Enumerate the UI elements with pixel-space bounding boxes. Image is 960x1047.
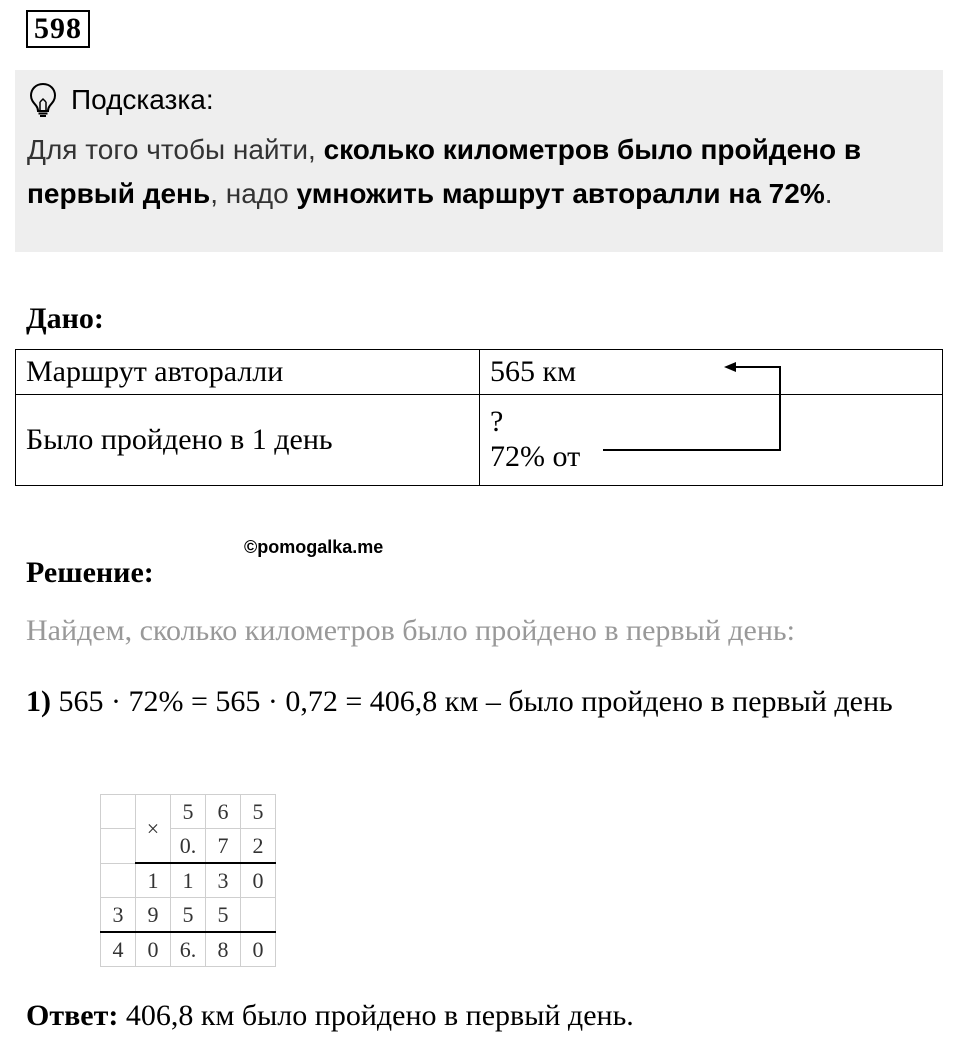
grid-cell: 1 bbox=[171, 863, 206, 898]
table-row bbox=[101, 863, 276, 898]
table-row bbox=[101, 795, 276, 829]
solution-label: Решение: bbox=[26, 556, 154, 589]
answer: Ответ: 406,8 км было пройдено в первый день. bbox=[26, 999, 634, 1032]
grid-cell: 9 bbox=[136, 898, 171, 933]
grid-cell: 4 bbox=[101, 932, 136, 967]
grid-cell: 0. bbox=[171, 829, 206, 864]
multiplication-grid bbox=[100, 794, 276, 967]
given-table bbox=[15, 349, 943, 486]
grid-cell bbox=[101, 863, 136, 898]
lightbulb-icon bbox=[29, 82, 57, 118]
grid-cell: 3 bbox=[206, 863, 241, 898]
grid-cell: 5 bbox=[171, 795, 206, 829]
grid-cell bbox=[101, 795, 136, 829]
grid-cell: 7 bbox=[206, 829, 241, 864]
grid-cell: 5 bbox=[206, 898, 241, 933]
table-row bbox=[101, 829, 276, 864]
grid-cell: 8 bbox=[206, 932, 241, 967]
grid-cell bbox=[101, 829, 136, 864]
grid-cell: 0 bbox=[241, 863, 276, 898]
watermark: ©pomogalka.me bbox=[244, 537, 384, 557]
given-label: Дано: bbox=[26, 302, 104, 335]
solution-step-1: 1) 565 · 72% = 565 · 0,72 = 406,8 км – было пройдено в первый день bbox=[26, 685, 893, 718]
route-label: Маршрут авторалли bbox=[16, 350, 480, 395]
percent-of: 72% от bbox=[490, 440, 581, 473]
table-row bbox=[101, 932, 276, 967]
grid-cell: 2 bbox=[241, 829, 276, 864]
grid-cell: 0 bbox=[241, 932, 276, 967]
grid-cell: 5 bbox=[241, 795, 276, 829]
grid-cell: 6 bbox=[206, 795, 241, 829]
hint-title-text: Подсказка: bbox=[71, 84, 214, 115]
question-mark: ? bbox=[490, 405, 504, 438]
table-row bbox=[16, 395, 943, 486]
solution-intro: Найдем, сколько километров было пройдено в первый день: bbox=[26, 614, 795, 647]
grid-cell bbox=[241, 898, 276, 933]
table-row bbox=[16, 350, 943, 395]
day1-value bbox=[480, 395, 943, 486]
hint-text: Для того чтобы найти, сколько километров было пройдено в первый день, надо умножить маршрут авторалли на 72%. bbox=[27, 134, 862, 209]
multiply-sign: × bbox=[136, 795, 171, 864]
grid-cell: 5 bbox=[171, 898, 206, 933]
table-row bbox=[101, 898, 276, 933]
problem-number: 598 bbox=[26, 10, 90, 48]
hint-title bbox=[29, 80, 214, 120]
grid-cell: 0 bbox=[136, 932, 171, 967]
grid-cell: 3 bbox=[101, 898, 136, 933]
hint-box bbox=[15, 70, 943, 252]
grid-cell: 1 bbox=[136, 863, 171, 898]
day1-label: Было пройдено в 1 день bbox=[16, 395, 480, 486]
route-value: 565 км bbox=[480, 350, 943, 395]
grid-cell: 6. bbox=[171, 932, 206, 967]
